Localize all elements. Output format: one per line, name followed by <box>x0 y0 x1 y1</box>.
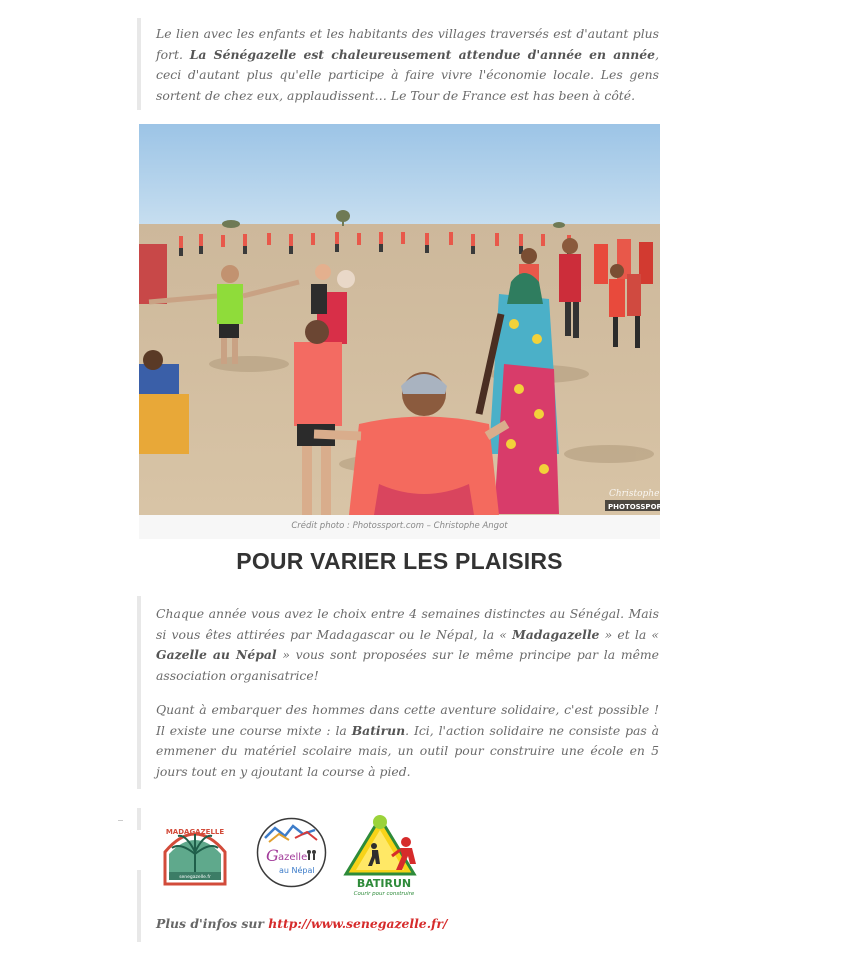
text-segment: Quant à embarquer des hommes dans cette aventure solidaire, c'est possible ! Il existe une course mixte : la <box>156 702 659 738</box>
bold-segment: La Sénégazelle est chaleureusement attendue d'année en année <box>189 46 656 62</box>
section-title: POUR VARIER LES PLAISIRS <box>236 548 563 574</box>
caption-box <box>139 515 660 539</box>
text-segment: » vous sont proposées sur le même principe par la même association organisatrice! <box>156 647 659 683</box>
options-quote <box>137 596 659 789</box>
race-photo <box>139 124 669 515</box>
bold-segment: Batirun <box>351 722 406 738</box>
intro-paragraph <box>156 24 659 106</box>
bold-segment: Gazelle au Népal <box>156 647 277 662</box>
text-segment: , ceci d'autant plus qu'elle participe à faire vivre l'économie locale. Les gens sortent de chez eux, applaudissent… Le Tour de France est has been à côté. <box>156 46 660 103</box>
more-info-line <box>156 916 447 931</box>
divider <box>118 820 123 821</box>
photo-watermark-brand: PHOTOSSPORT <box>608 503 667 511</box>
madagazelle-url: senegazelle.fr <box>179 875 211 880</box>
batirun-tagline: Courir pour construire <box>353 891 415 897</box>
madagazelle-logo <box>160 822 230 888</box>
svg-text:G: G <box>266 846 279 865</box>
batirun-logo <box>342 812 432 898</box>
quote-border <box>137 870 141 942</box>
madagazelle-name: MADAGAZELLE <box>165 828 225 836</box>
text-segment: Le lien avec les enfants et les habitants des villages traversés est d'autant plus fort. <box>156 26 659 62</box>
photo-watermark: Christophe A <box>609 489 669 499</box>
senegazelle-link[interactable]: http://www.senegazelle.fr/ <box>268 916 448 931</box>
quote-border <box>137 808 141 830</box>
batirun-name: BATIRUN <box>356 877 412 890</box>
bold-segment: Madagazelle <box>512 626 600 642</box>
text-segment: . Ici, l'action solidaire ne consiste pas à emmener du matériel scolaire mais, un outil pour construire une école en 5 jours tout en y ajoutant la course à pied. <box>156 722 659 779</box>
nepal-line2: au Népal <box>279 866 315 875</box>
text-segment: Chaque année vous avez le choix entre 4 semaines distinctes au Sénégal. Mais si vous êtes attirées par Madagascar ou le Népal, la « <box>156 606 659 642</box>
intro-quote <box>137 18 659 110</box>
photo-caption: Crédit photo : Photossport.com – Christophe Angot <box>291 521 508 531</box>
options-paragraph <box>156 604 659 686</box>
more-info-label: Plus d'infos sur <box>156 916 269 931</box>
gazelle-nepal-logo <box>255 816 328 889</box>
nepal-line1: azelle <box>278 852 308 863</box>
batirun-paragraph <box>156 700 659 782</box>
text-segment: » et la « <box>599 626 660 642</box>
